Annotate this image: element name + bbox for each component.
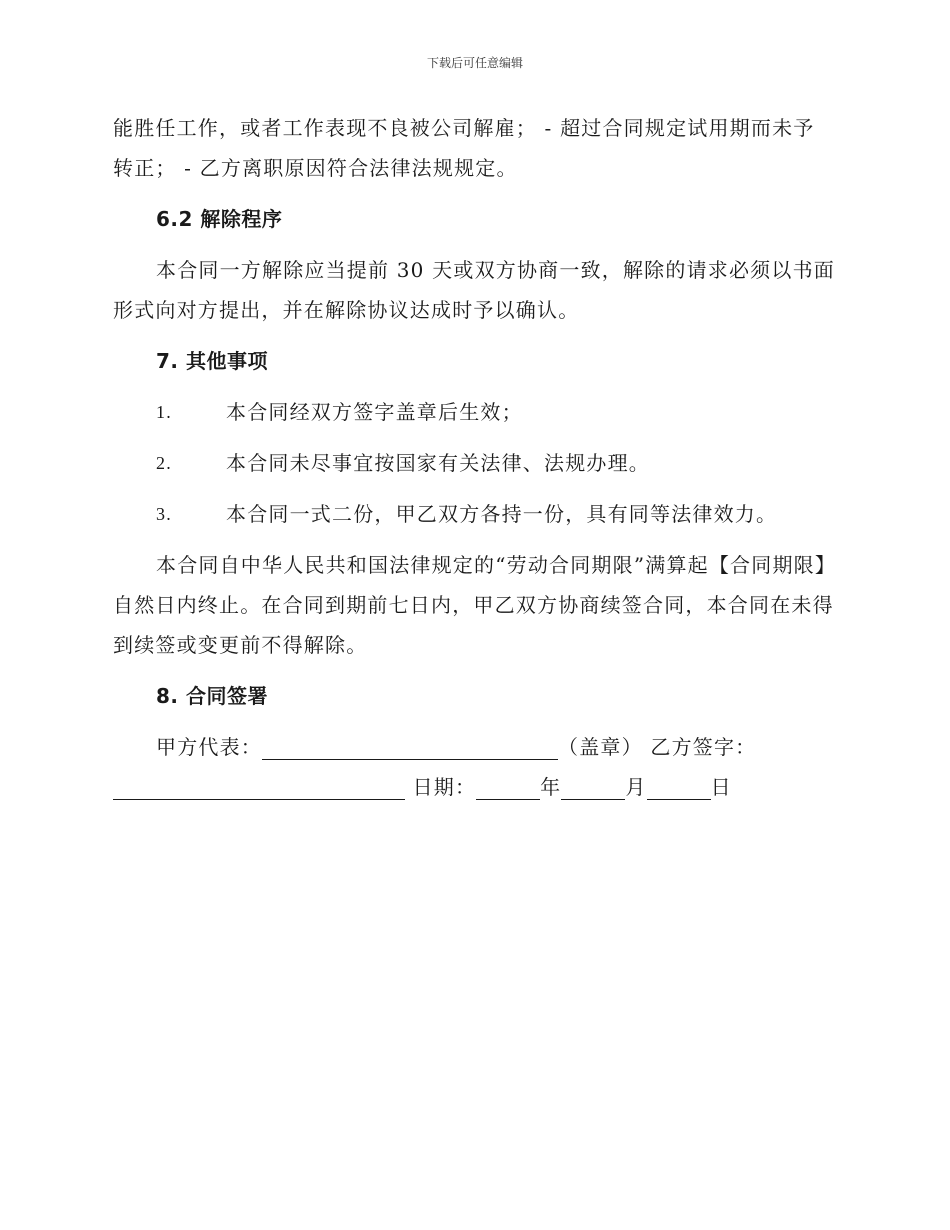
party-b-signature-blank bbox=[113, 771, 405, 800]
section-8-heading: 8. 合同签署 bbox=[156, 684, 268, 708]
party-b-label: 乙方签字： bbox=[650, 735, 757, 759]
contract-term-paragraph: 本合同自中华人民共和国法律规定的“劳动合同期限”满算起【合同期限】自然日内终止。在合同到期前七日内，甲乙双方协商续签合同，本合同在未得到续签或变更前不得解除。 bbox=[113, 553, 834, 657]
list-item-text: 本合同一式二份，甲乙双方各持一份，具有同等法律效力。 bbox=[226, 502, 778, 526]
signature-line-1 bbox=[113, 727, 835, 767]
list-item-number: 2. bbox=[156, 453, 172, 473]
continuation-paragraph: 能胜任工作，或者工作表现不良被公司解雇； - 超过合同规定试用期而未予转正； - 乙方离职原因符合法律法规规定。 bbox=[113, 116, 815, 180]
section-7-heading: 7. 其他事项 bbox=[156, 349, 268, 373]
list-item bbox=[156, 494, 835, 534]
page-header: 下载后可任意编辑 bbox=[426, 56, 523, 70]
day-blank bbox=[647, 771, 711, 800]
date-label: 日期： bbox=[412, 775, 477, 799]
list-item-text: 本合同经双方签字盖章后生效； bbox=[226, 400, 523, 424]
section-6-2-heading: 6.2 解除程序 bbox=[156, 207, 283, 231]
party-a-signature-blank bbox=[262, 731, 558, 760]
list-item bbox=[156, 392, 835, 432]
month-blank bbox=[561, 771, 625, 800]
signature-line-2 bbox=[113, 767, 835, 807]
section-6-2-paragraph: 本合同一方解除应当提前 30 天或双方协商一致，解除的请求必须以书面形式向对方提出，并在解除协议达成时予以确认。 bbox=[113, 258, 835, 322]
year-label: 年 bbox=[540, 775, 562, 799]
list-item-number: 3. bbox=[156, 504, 172, 524]
list-item-number: 1. bbox=[156, 402, 172, 422]
month-label: 月 bbox=[625, 775, 647, 799]
document-body bbox=[113, 108, 835, 807]
party-a-label: 甲方代表： bbox=[156, 735, 262, 759]
day-label: 日 bbox=[710, 775, 732, 799]
year-blank bbox=[476, 771, 540, 800]
list-item bbox=[156, 443, 835, 483]
list-item-text: 本合同未尽事宜按国家有关法律、法规办理。 bbox=[226, 451, 650, 475]
seal-label: （盖章） bbox=[558, 735, 643, 759]
